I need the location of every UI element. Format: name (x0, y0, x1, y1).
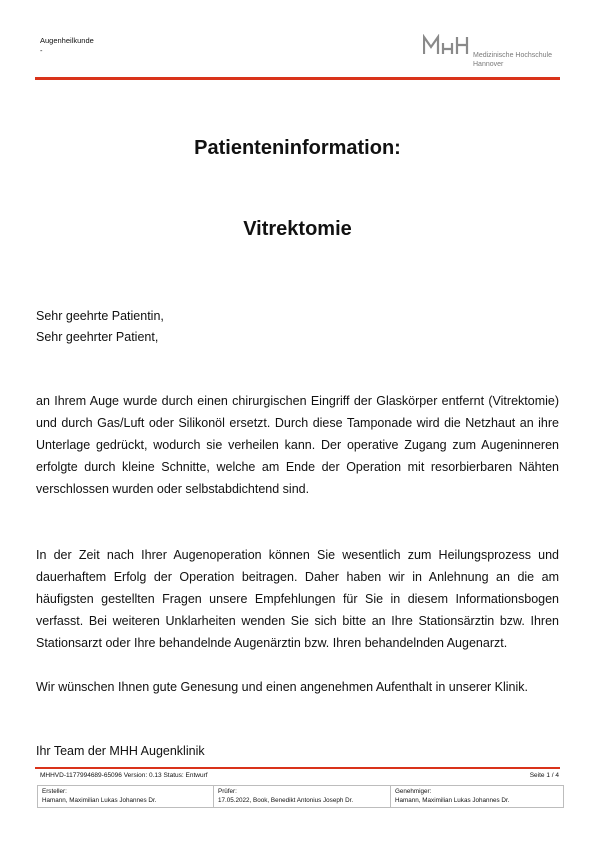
approver-cell (390, 786, 563, 807)
logo-wordmark: Medizinische Hochschule Hannover (473, 52, 552, 68)
page-subtitle: Vitrektomie (243, 218, 352, 240)
creator-label: Ersteller: (42, 788, 67, 795)
closing-signature: Ihr Team der MHH Augenklinik (36, 744, 205, 758)
page-number: Seite 1 / 4 (529, 772, 559, 779)
salutation: Sehr geehrte Patientin, Sehr geehrter Patient, (36, 309, 164, 344)
paragraph-wishes: Wir wünschen Ihnen gute Genesung und einen angenehmen Aufenthalt in unserer Klinik. (36, 680, 528, 694)
creator-cell (38, 786, 213, 807)
page-title: Patienteninformation: (194, 137, 401, 159)
department-header (40, 36, 94, 56)
reviewer-label: Prüfer: (218, 788, 237, 795)
reviewer-value: 17.05.2022, Book, Benedikt Antonius Joseph Dr. (218, 796, 354, 804)
approval-table (37, 785, 564, 808)
paragraph-recovery: In der Zeit nach Ihrer Augenoperation können Sie wesentlich zum Heilungsprozess und dauerhaftem Erfolg der Operation beitragen. Daher haben wir in Anlehnung an die am häufigsten gestellten Fragen unsere Empfehlungen für Sie in diesem Informationsbogen verfasst. Bei weiteren Unklarheiten wenden Sie sich bitte an Ihre Stationsärztin bzw. Ihren Stationsarzt oder Ihre behandelnde Augenärztin bzw. Ihren behandelnden Augenarzt. (36, 548, 559, 650)
footer-divider (35, 767, 560, 769)
reviewer-cell (213, 786, 390, 807)
mhh-logo (423, 34, 563, 70)
approver-value: Hamann, Maximilian Lukas Johannes Dr. (395, 796, 510, 804)
paragraph-intro: an Ihrem Auge wurde durch einen chirurgischen Eingriff der Glaskörper entfernt (Vitrektomie) und durch Gas/Luft oder Silikonöl ersetzt. Durch diese Tamponade wird die Netzhaut an ihre Unterlage gedrückt, wodurch sie verheilen kann. Der operative Zugang zum Augeninneren erfolgte durch kleine Schnitte, welche am Ende der Operation mit resorbierbaren Nähten verschlossen wurden oder selbstabdichtend sind. (36, 394, 559, 496)
header-divider (35, 77, 560, 80)
department-name: Augenheilkunde (40, 36, 94, 45)
document-metadata: MHHVD-1177994689-65096 Version: 0.13 Status: Entwurf (40, 772, 208, 779)
department-sub: - (40, 46, 43, 55)
creator-value: Hamann, Maximilian Lukas Johannes Dr. (42, 796, 157, 804)
mhh-logo-mark (423, 34, 471, 56)
approver-label: Genehmiger: (395, 788, 432, 795)
